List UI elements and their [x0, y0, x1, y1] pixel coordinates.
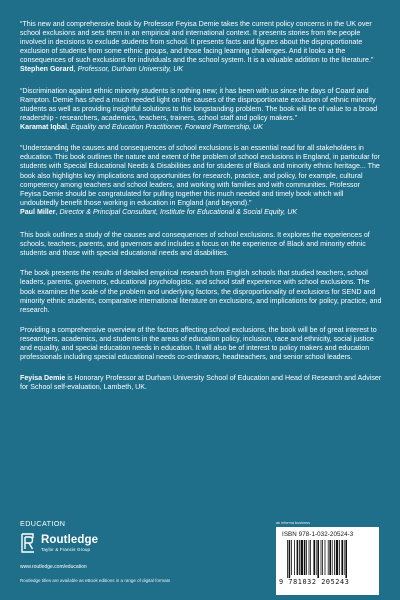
endorsement-attribution: Paul Miller, Director & Principal Consultant, Institute for Educational & Social Equity, UK: [20, 207, 298, 216]
author-bio: [20, 374, 382, 392]
barcode-bar: [316, 540, 317, 575]
back-cover-text: [20, 20, 382, 392]
barcode-bar: [341, 540, 343, 575]
barcode-bar: [322, 540, 323, 575]
subject-category: EDUCATION: [20, 519, 66, 528]
endorsement-quote: “Understanding the causes and consequences of school exclusions is an essential read for all stakeholders in education. This book outlines the nature and extent of the problem of school exclusions in England, in particular for students with Special Educational Needs & Disabilities and for students of Black and minority ethnic heritage... The book also highlights key implications and opportunities for research, practice, and policy, for example, cultural competency among teachers and school leaders, and working with families and with communities. Professor Feyisa Demie should be congratulated for pulling together this much needed and timely book which will undoubtedly benefit those working in education in England (and beyond).”: [20, 144, 380, 207]
barcode-bar: [344, 540, 345, 575]
description-paragraph: This book outlines a study of the causes and consequences of school exclusions. It explores the experiences of schools, teachers, parents, and governors and includes a focus on the experience of Black and minority ethnic students and those with special educational needs and disabilities.: [20, 231, 370, 258]
barcode-bar: [287, 540, 288, 578]
barcode-bar: [309, 540, 310, 575]
barcode-icon: [287, 540, 371, 578]
barcode-bar: [299, 540, 300, 575]
endorsement: [20, 144, 382, 217]
endorser-name: Paul Miller: [20, 207, 56, 216]
barcode-bar: [334, 540, 335, 575]
barcode-bar: [339, 540, 340, 575]
isbn-label: ISBN 978-1-032-20524-3: [282, 531, 354, 538]
endorser-role: Equality and Education Practitioner, Forward Partnership, UK: [70, 123, 263, 132]
barcode-bar: [317, 540, 319, 578]
barcode-bar: [294, 540, 295, 575]
barcode-digits: 9 781032 205243: [279, 578, 350, 586]
endorser-role: Director & Principal Consultant, Institute for Educational & Social Equity, UK: [59, 207, 298, 216]
endorsement: [20, 87, 382, 133]
publisher-logo: [20, 533, 150, 555]
barcode-bar: [336, 540, 338, 575]
barcode-bar: [310, 540, 311, 575]
ebook-footnote: Routledge titles are available as eBook editions in a range of digital formats: [20, 578, 171, 583]
endorsement-attribution: Stephen Gorard, Professor, Durham University, UK: [20, 65, 184, 74]
barcode-bar: [289, 540, 291, 578]
barcode-bar: [328, 540, 329, 575]
description-paragraph: The book presents the results of detailed empirical research from English schools that studied teachers, school leaders, parents, governors, educational psychologists, and school staff experience with school exclusions. The book examines the scale of the problem and underlying factors, the disproportionality of exclusions for SEND and minority ethnic students, comparative international literature on exclusions, and implications for policy, practice, and research.: [20, 269, 382, 314]
barcode-bar: [291, 540, 292, 575]
endorsement-quote: “Discrimination against ethnic minority students is nothing new; it has been with us since the days of Coard and Rampton. Demie has shed a much needed light on the causes of the disproportionate exclusion of ethnic minority students as well as providing insightful solutions to this longstanding problem. The book will be of value to a broad readership - researchers, academics, teachers, trainers, school staff and policy makers.”: [20, 86, 378, 122]
endorser-name: Karamat Iqbal: [20, 123, 67, 132]
barcode-bar: [332, 540, 333, 575]
endorser-name: Stephen Gorard: [20, 65, 74, 74]
author-bio-text: is Honorary Professor at Durham University School of Education and Head of Research and Adviser for School self-evaluation, Lambeth, UK.: [20, 374, 382, 392]
description-paragraph: Providing a comprehensive overview of the factors affecting school exclusions, the book will be of great interest to researchers, academics, and students in the areas of education policy, inclusion, race and ethnicity, social justice and equality, and special education needs in education. It will also be of interest to policy makers and education professionals including special educational needs co-ordinators, headteachers, and senior school leaders.: [20, 325, 377, 362]
author-name: Feyisa Demie: [20, 374, 66, 383]
barcode-bar: [345, 540, 347, 578]
publisher-url[interactable]: www.routledge.com/education: [20, 564, 87, 570]
barcode-bar: [321, 540, 322, 575]
barcode-bar: [306, 540, 307, 575]
endorsement-attribution: Karamat Iqbal, Equality and Education Practitioner, Forward Partnership, UK: [20, 123, 263, 132]
endorsement-quote: “This new and comprehensive book by Professor Feyisa Demie takes the current policy concerns in the UK over school exclusions and sets them in an empirical and international context. It presents stories from the people involved in decisions to exclude students from school. It presents facts and figures about the disproportionate exclusion of students from some ethnic groups, and those facing learning challenges. And it looks at the consequences of such exclusions for individuals and the school system. It is a valuable addition to the literature.”: [20, 20, 374, 65]
endorser-role: Professor, Durham University, UK: [77, 65, 184, 74]
routledge-logo-icon: [20, 533, 36, 553]
publisher-group: Taylor & Francis Group: [41, 547, 91, 552]
barcode-bar: [329, 540, 331, 575]
barcode-bar: [325, 540, 326, 575]
publisher-name: Routledge: [41, 534, 99, 546]
barcode-bar: [297, 540, 299, 575]
endorsement: [20, 20, 382, 75]
informa-label: an informa business: [276, 521, 310, 525]
isbn-barcode-panel: [276, 527, 379, 595]
barcode-bar: [313, 540, 315, 575]
barcode-bar: [301, 540, 303, 575]
barcode-bar: [304, 540, 306, 575]
